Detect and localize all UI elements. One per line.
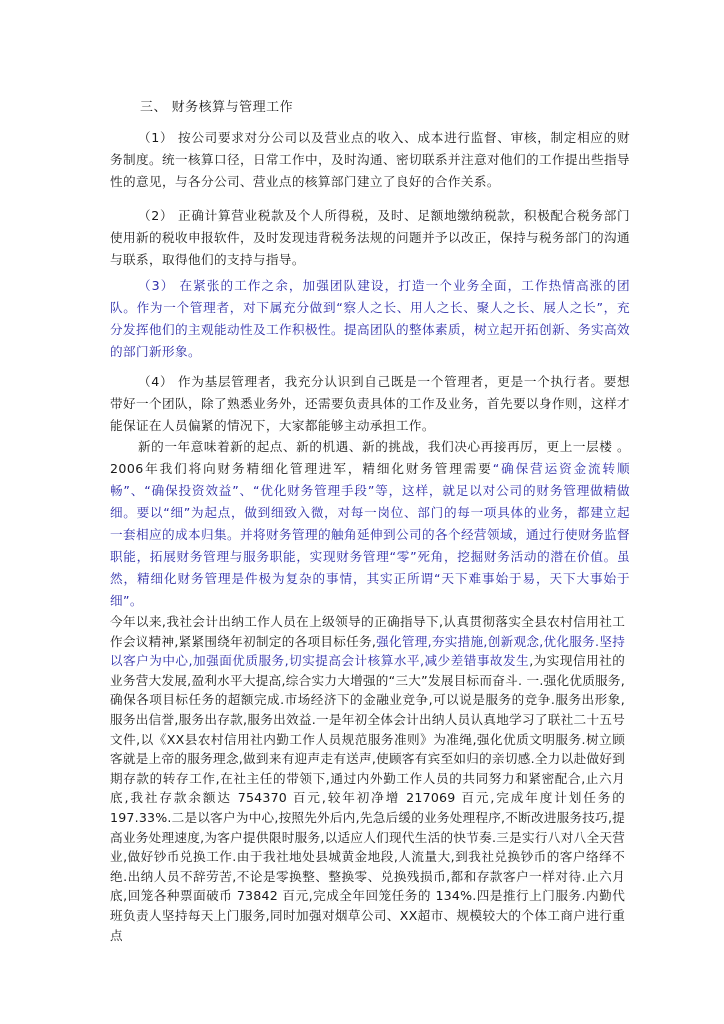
section-title: 三、 财务核算与管理工作 [140,100,294,115]
paragraph-1: （1） 按公司要求对分公司以及营业点的收入、成本进行监督、审核，制定相应的财务制度。统一核算口径，日常工作中，及时沟通、密切联系并注意对他们的工作提出些指导性的意见，与各分公司、营业点的核算部门建立了良好的合作关系。 [110,130,630,189]
paragraph-6-body: ,为实现信用社的业务营大发展,盈利水平大提高,综合实力大增强的“三大”发展目标而奋斗. 一.强化优质服务,确保各项目标任务的超额完成.市场经济下的金融业竞争,可以说是服务的竞争.服务出形象,服务出信誉,服务出存款,服务出效益.一是年初全体会计出纳人员认真地学习了联社二十五号文件,以《XX县农村信用社内勤工作人员规范服务准则》为准绳,强化优质文明服务.树立顾客就是上帝的服务理念,做到来有迎声走有送声,使顾客有宾至如归的亲切感.全力以赴做好到期存款的转存工作,在社主任的带领下,通过内外勤工作人员的共同努力和紧密配合,止六月底,我社存款余额达 754370 百元,较年初净增 217069 百元,完成年度计划任务的 197.33%.二是以客户为中心,按照先外后内,先急后缓的业务处理程序,不断改进服务技巧,提高业务处理速度,为客户提供限时服务,以适应人们现代生活的快节奏.三是实行八对八全天营业,做好钞币兑换工作.由于我社地处县城黄金地段,人流量大,到我社兑换钞币的客户络绎不绝.出纳人员不辞劳苦,不论是零换整、整换零、兑换残损币,都和存款客户一样对待.止六月底,回笼各种票面破币 73842 百元,完成全年回笼任务的 134%.四是推行上门服务.内勤代班负责人坚持每天上门服务,同时加强对烟草公司、XX超市、规模较大的个体工商户进行重点 [110,653,625,943]
paragraph-5 [110,436,630,612]
paragraph-4: （4） 作为基层管理者，我充分认识到自己既是一个管理者，更是一个执行者。要想带好一个团队，除了熟悉业务外，还需要负责具体的工作及业务，首先要以身作则，这样才能保证在人员偏紧的情况下，大家都能够主动承担工作。 [110,374,630,433]
paragraph-5-text: 新的一年意味着新的起点、新的机遇、新的挑战，我们决心再接再厉，更上一层楼 。2006年我们将向财务精细化管理进军，精细化财务管理需要 [110,439,630,476]
paragraph-3: （3） 在紧张的工作之余，加强团队建设，打造一个业务全面，工作热情高涨的团队。作为一个管理者，对下属充分做到“察人之长、用人之长、聚人之长、展人之长”，充分发挥他们的主观能动性及工作积极性。提高团队的整体素质，树立起开拓创新、务实高效的部门新形象。 [110,278,630,359]
paragraph-6 [110,612,625,945]
paragraph-6-highlight: 强化管理,夯实措施,创新观念,优化服务.坚持以客户为中心,加强面优质服务,切实提高会计核算水平,减少差错事故发生 [110,633,625,669]
paragraph-2: （2） 正确计算营业税款及个人所得税，及时、足额地缴纳税款，积极配合税务部门使用新的税收申报软件，及时发现违背税务法规的问题并予以改正，保持与税务部门的沟通与联系，取得他们的支持与指导。 [110,208,630,267]
paragraph-6-intro: 今年以来,我社会计出纳工作人员在上级领导的正确指导下,认真贯彻落实全县农村信用社工作会议精神,紧紧围绕年初制定的各项目标任务, [110,614,625,649]
paragraph-5-highlight: “确保营运资金流转顺畅”、“确保投资效益”、“优化财务管理手段”等，这样，就足以对公司的财务管理做精做细。要以“细”为起点，做到细致入微，对每一岗位、部门的每一项具体的业务，都建立起一套相应的成本归集。并将财务管理的触角延伸到公司的各个经营领域，通过行使财务监督职能，拓展财务管理与服务职能，实现财务管理“零”死角，挖掘财务活动的潜在价值。虽然，精细化财务管理是件极为复杂的事情，其实正所谓“天下难事始于易，天下大事始于细”。 [110,461,631,608]
